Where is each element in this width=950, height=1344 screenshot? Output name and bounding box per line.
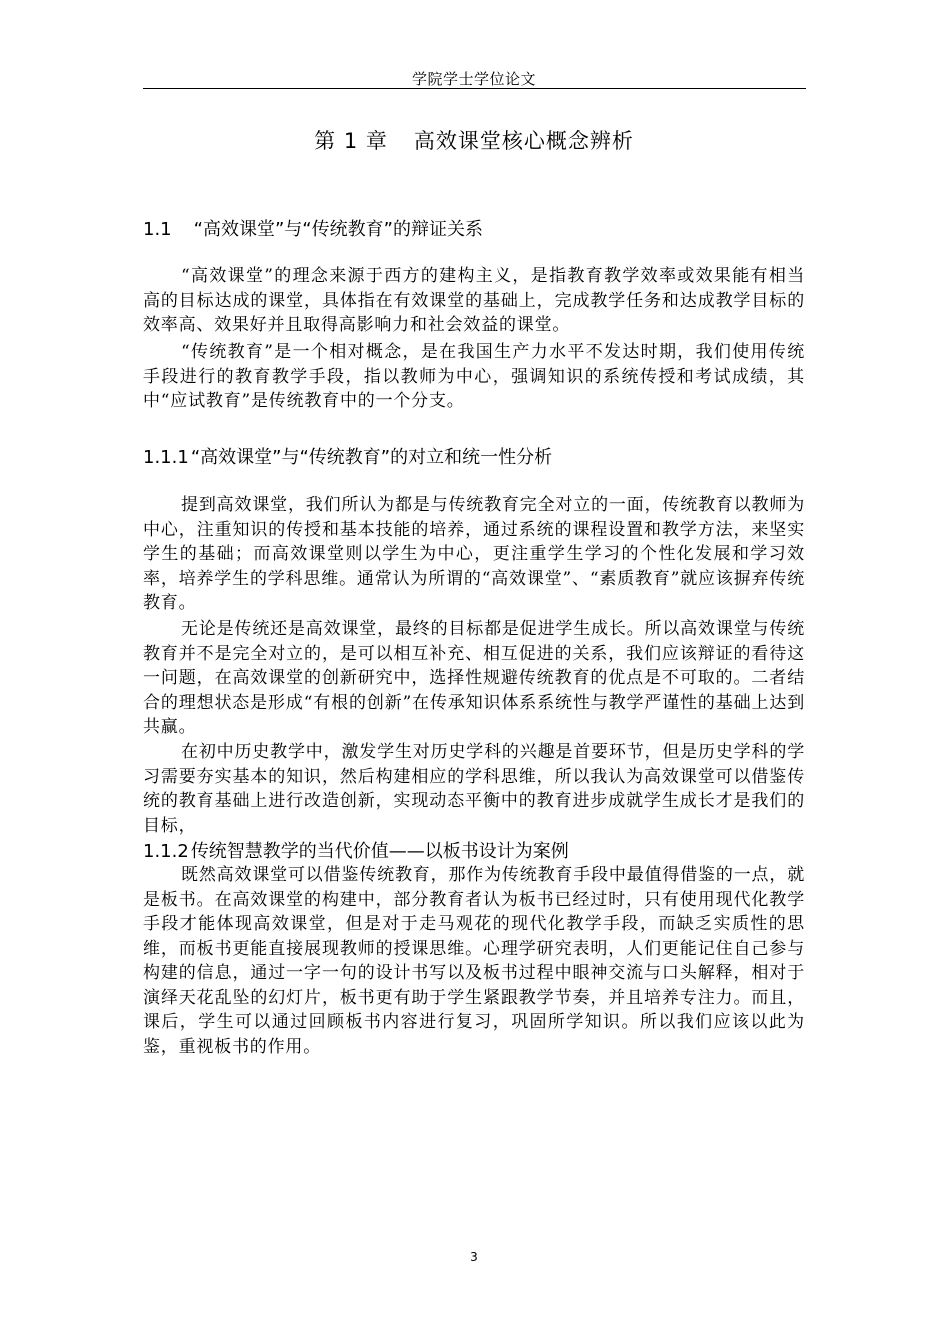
paragraph: 既然高效课堂可以借鉴传统教育，那作为传统教育手段中最值得借鉴的一点，就是板书。在高效课堂的构建中，部分教育者认为板书已经过时，只有使用现代化教学手段才能体现高效课堂，但是对于走马观花的现代化教学手段，而缺乏实质性的思维，而板书更能直接展现教师的授课思维。心理学研究表明，人们更能记住自己参与构建的信息，通过一字一句的设计书写以及板书过程中眼神交流与口头解释，相对于演绎天花乱坠的幻灯片，板书更有助于学生紧跟教学节奏，并且培养专注力。而且，课后，学生可以通过回顾板书内容进行复习，巩固所学知识。所以我们应该以此为鉴，重视板书的作用。 — [143, 865, 805, 1057]
chapter-number: 第 1 章 — [314, 129, 388, 153]
section-number: 1.1.2 — [143, 841, 189, 862]
page-number: 3 — [470, 1250, 478, 1264]
section-title: 传统智慧教学的当代价值——以板书设计为案例 — [190, 841, 569, 862]
chapter-title — [143, 126, 805, 156]
paragraph: “高效课堂”的理念来源于西方的建构主义，是指教育教学效率或效果能有相当高的目标达成的课堂，具体指在有效课堂的基础上，完成教学任务和达成教学目标的效率高、效果好并且取得高影响力和社会效益的课堂。 — [143, 266, 805, 335]
paragraph: “传统教育”是一个相对概念，是在我国生产力水平不发达时期，我们使用传统手段进行的教育教学手段，指以教师为中心，强调知识的系统传授和考试成绩，其中“应试教育”是传统教育中的一个分支。 — [143, 342, 805, 411]
section-heading-1-1-1 — [143, 445, 805, 471]
chapter-title-text: 高效课堂核心概念辨析 — [413, 129, 634, 153]
section-heading-1-1-2 — [143, 839, 805, 865]
paragraph: 无论是传统还是高效课堂，最终的目标都是促进学生成长。所以高效课堂与传统教育并不是完全对立的，是可以相互补充、相互促进的关系，我们应该辩证的看待这一问题，在高效课堂的创新研究中，选择性规避传统教育的优点是不可取的。二者结合的理想状态是形成“有根的创新”在传承知识体系系统性与教学严谨性的基础上达到共赢。 — [143, 619, 805, 737]
section-number: 1.1 — [143, 219, 172, 240]
section-heading-1-1 — [143, 217, 805, 243]
section-number: 1.1.1 — [143, 447, 189, 468]
section-title: “高效课堂”与“传统教育”的辩证关系 — [193, 219, 483, 240]
header-rule — [143, 88, 806, 89]
paragraph: 提到高效课堂，我们所认为都是与传统教育完全对立的一面，传统教育以教师为中心，注重知识的传授和基本技能的培养，通过系统的课程设置和教学方法，来坚实学生的基础；而高效课堂则以学生为中心，更注重学生学习的个性化发展和学习效率，培养学生的学科思维。通常认为所谓的“高效课堂”、“素质教育”就应该摒弃传统教育。 — [143, 495, 805, 613]
section-title: “高效课堂”与“传统教育”的对立和统一性分析 — [190, 447, 553, 468]
paragraph: 在初中历史教学中，激发学生对历史学科的兴趣是首要环节，但是历史学科的学习需要夯实基本的知识，然后构建相应的学科思维，所以我认为高效课堂可以借鉴传统的教育基础上进行改造创新，实现动态平衡中的教育进步成就学生成长才是我们的目标， — [143, 742, 805, 836]
header-title: 学院学士学位论文 — [411, 70, 536, 88]
